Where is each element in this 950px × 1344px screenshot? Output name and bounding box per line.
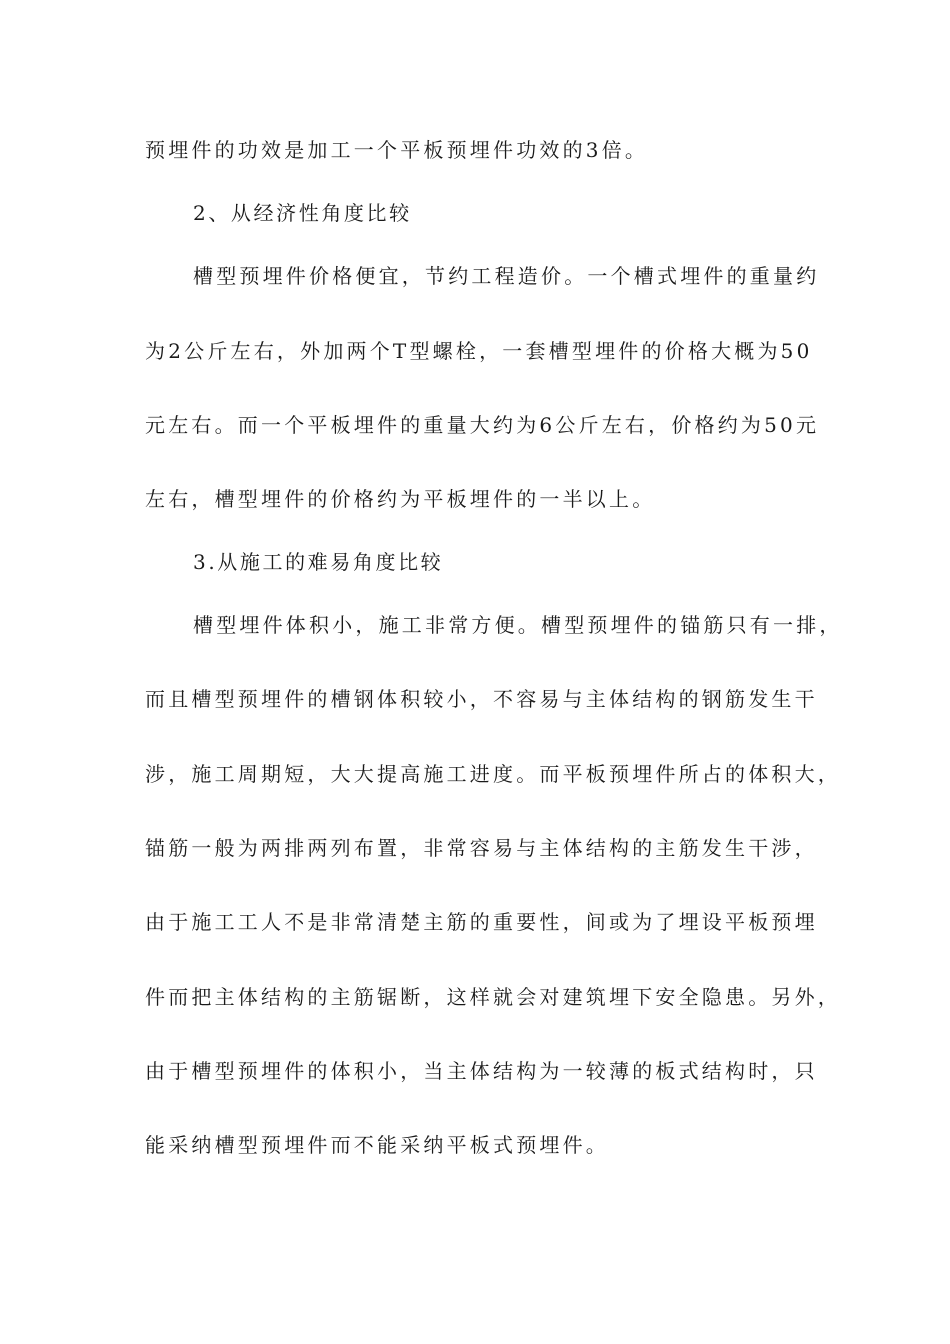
- paragraph-line: 能采纳槽型预埋件而不能采纳平板式预埋件。: [145, 1133, 609, 1157]
- paragraph-line: 由于施工工人不是非常清楚主筋的重要性，间或为了埋设平板预埋: [145, 910, 818, 934]
- section-heading-construction: 3.从施工的难易角度比较: [193, 550, 444, 574]
- paragraph-line: 件而把主体结构的主筋锯断，这样就会对建筑埋下安全隐患。另外，: [145, 985, 841, 1009]
- paragraph-line: 涉，施工周期短，大大提高施工进度。而平板预埋件所占的体积大，: [145, 762, 841, 786]
- paragraph-line: 而且槽型预埋件的槽钢体积较小，不容易与主体结构的钢筋发生干: [145, 687, 818, 711]
- section-heading-economy: 2、从经济性角度比较: [193, 201, 412, 225]
- paragraph-line: 左右，槽型埋件的价格约为平板埋件的一半以上。: [145, 487, 656, 511]
- paragraph-line: 锚筋一般为两排两列布置，非常容易与主体结构的主筋发生干涉，: [145, 836, 818, 860]
- paragraph-line: 槽型预埋件价格便宜，节约工程造价。一个槽式埋件的重量约: [193, 264, 820, 288]
- paragraph-line: 元左右。而一个平板埋件的重量大约为6公斤左右，价格约为50元: [145, 413, 820, 437]
- paragraph-line: 由于槽型预埋件的体积小，当主体结构为一较薄的板式结构时，只: [145, 1059, 818, 1083]
- paragraph-line: 为2公斤左右，外加两个T型螺栓，一套槽型埋件的价格大概为50: [145, 339, 813, 363]
- paragraph-line: 预埋件的功效是加工一个平板预埋件功效的3倍。: [145, 138, 649, 162]
- paragraph-line: 槽型埋件体积小，施工非常方便。槽型预埋件的锚筋只有一排，: [193, 613, 843, 637]
